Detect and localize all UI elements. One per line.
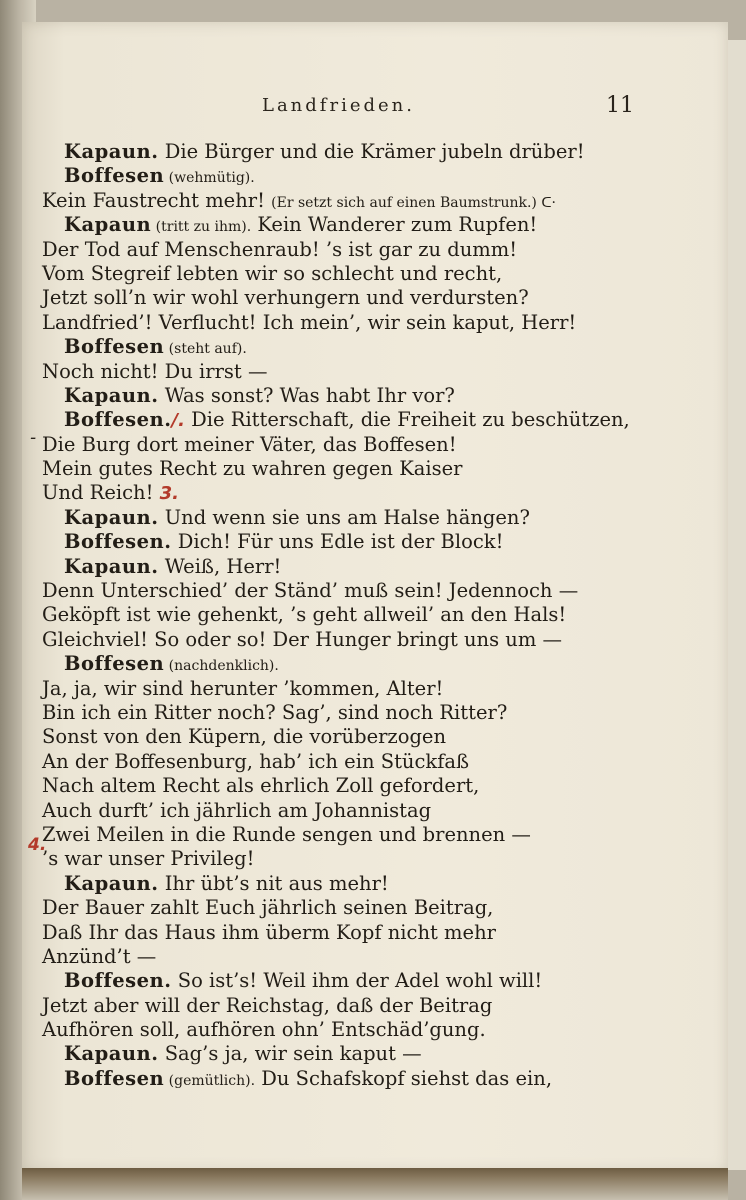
handwritten-note: 3. xyxy=(159,483,180,505)
text-line xyxy=(42,555,642,579)
verse-text: An der Boffesenburg, hab’ ich ein Stückfaß xyxy=(42,749,470,773)
margin-mark: ᑕ· xyxy=(536,194,556,211)
speaker-name: Boffesen. xyxy=(64,530,172,554)
text-line xyxy=(42,506,642,530)
text-line xyxy=(42,945,642,969)
text-line xyxy=(42,213,642,237)
verse-text: Mein gutes Recht zu wahren gegen Kaiser xyxy=(42,457,463,481)
speaker-name: Kapaun. xyxy=(64,1042,159,1066)
page-number: 11 xyxy=(606,93,634,118)
text-line xyxy=(42,750,642,774)
text-line xyxy=(42,896,642,920)
speaker-name: Boffesen xyxy=(64,335,165,359)
speaker-name: Boffesen xyxy=(64,1066,165,1090)
speaker-name: Kapaun. xyxy=(64,554,159,578)
text-line xyxy=(42,823,642,847)
text-line xyxy=(42,384,642,408)
verse-text: Kein Wanderer zum Rupfen! xyxy=(251,213,538,237)
verse-text: Landfried’! Verflucht! Ich mein’, wir sein kaput, Herr! xyxy=(42,310,577,334)
stage-direction: (tritt zu ihm). xyxy=(151,219,252,236)
verse-text: Der Bauer zahlt Euch jährlich seinen Beitrag, xyxy=(42,896,494,920)
text-line xyxy=(42,1042,642,1066)
text-line xyxy=(42,725,642,749)
verse-text: Gleichviel! So oder so! Der Hunger bringt uns um — xyxy=(42,627,563,651)
verse-text: Die Ritterschaft, die Freiheit zu beschützen, xyxy=(184,408,630,432)
text-line xyxy=(42,311,642,335)
verse-text: Ja, ja, wir sind herunter ’kommen, Alter! xyxy=(42,676,444,700)
verse-text: Auch durft’ ich jährlich am Johannistag xyxy=(42,798,432,822)
verse-text: Aufhören soll, aufhören ohn’ Entschäd’gung. xyxy=(42,1018,486,1042)
verse-text: Und Reich! xyxy=(42,481,160,505)
text-line xyxy=(42,969,642,993)
verse-text: Was sonst? Was habt Ihr vor? xyxy=(158,383,455,407)
verse-text: Und wenn sie uns am Halse hängen? xyxy=(158,505,530,529)
verse-text: Jetzt soll’n wir wohl verhungern und verdursten? xyxy=(42,286,529,310)
text-line xyxy=(42,847,642,871)
text-line xyxy=(42,140,642,164)
text-line xyxy=(42,433,642,457)
handwritten-note: /. xyxy=(171,410,185,432)
text-line xyxy=(42,799,642,823)
speaker-name: Kapaun xyxy=(64,213,152,237)
text-line xyxy=(42,652,642,676)
text-line xyxy=(42,579,642,603)
verse-text: Denn Unterschied’ der Ständ’ muß sein! Jedennoch — xyxy=(42,579,579,603)
verse-text: Weiß, Herr! xyxy=(158,554,282,578)
verse-text: So ist’s! Weil ihm der Adel wohl will! xyxy=(171,969,543,993)
speaker-name: Boffesen xyxy=(64,164,165,188)
verse-text: Geköpft ist wie gehenkt, ’s geht allweil’ an den Hals! xyxy=(42,603,567,627)
verse-text: Zwei Meilen in die Runde sengen und brennen — xyxy=(42,822,531,846)
verse-text: Daß Ihr das Haus ihm überm Kopf nicht mehr xyxy=(42,920,496,944)
text-line xyxy=(42,774,642,798)
text-line xyxy=(42,481,642,505)
text-line xyxy=(42,360,642,384)
stage-direction: (wehmütig). xyxy=(164,170,255,187)
verse-text: Dich! Für uns Edle ist der Block! xyxy=(171,530,504,554)
verse-text: Vom Stegreif lebten wir so schlecht und recht, xyxy=(42,261,503,285)
margin-number-mark: 4. xyxy=(28,835,47,855)
verse-text: Die Burg dort meiner Väter, das Boffesen! xyxy=(42,432,457,456)
text-line xyxy=(42,457,642,481)
verse-text: ’s war unser Privileg! xyxy=(42,847,255,871)
text-line xyxy=(42,677,642,701)
text-line xyxy=(42,603,642,627)
stage-direction: (steht auf). xyxy=(164,341,247,358)
page-bottom-edge xyxy=(22,1168,728,1200)
text-line xyxy=(42,1067,642,1091)
verse-text: Der Tod auf Menschenraub! ’s ist gar zu dumm! xyxy=(42,237,518,261)
text-body xyxy=(42,140,642,1091)
speaker-name: Boffesen. xyxy=(64,408,172,432)
speaker-name: Kapaun. xyxy=(64,505,159,529)
stage-direction: (Er setzt sich auf einen Baumstrunk.) xyxy=(271,194,537,211)
running-title: Landfrieden. xyxy=(262,95,415,116)
text-line xyxy=(42,530,642,554)
verse-text: Ihr übt’s nit aus mehr! xyxy=(158,871,389,895)
stage-direction: (gemütlich). xyxy=(164,1072,256,1089)
verse-text: Sag’s ja, wir sein kaput — xyxy=(158,1042,422,1066)
verse-text: Bin ich ein Ritter noch? Sag’, sind noch Ritter? xyxy=(42,700,508,724)
text-line xyxy=(42,189,642,213)
verse-text: Kein Faustrecht mehr! xyxy=(42,188,272,212)
speaker-name: Boffesen xyxy=(64,652,165,676)
margin-dash-mark: - xyxy=(30,428,37,448)
speaker-name: Kapaun. xyxy=(64,140,159,163)
page-header xyxy=(0,95,746,125)
text-line xyxy=(42,164,642,188)
text-line xyxy=(42,1018,642,1042)
text-line xyxy=(42,238,642,262)
text-line xyxy=(42,262,642,286)
verse-text: Sonst von den Küpern, die vorüberzogen xyxy=(42,725,447,749)
text-line xyxy=(42,872,642,896)
speaker-name: Boffesen. xyxy=(64,969,172,993)
text-line xyxy=(42,408,642,432)
speaker-name: Kapaun. xyxy=(64,383,159,407)
verse-text: Du Schafskopf siehst das ein, xyxy=(255,1066,553,1090)
text-line xyxy=(42,628,642,652)
text-line xyxy=(42,286,642,310)
verse-text: Die Bürger und die Krämer jubeln drüber! xyxy=(158,140,585,163)
speaker-name: Kapaun. xyxy=(64,871,159,895)
stage-direction: (nachdenklich). xyxy=(164,658,279,675)
verse-text: Nach altem Recht als ehrlich Zoll gefordert, xyxy=(42,774,480,798)
verse-text: Jetzt aber will der Reichstag, daß der Beitrag xyxy=(42,993,493,1017)
verse-text: Anzünd’t — xyxy=(42,944,157,968)
text-line xyxy=(42,994,642,1018)
text-line xyxy=(42,701,642,725)
text-line xyxy=(42,921,642,945)
verse-text: Noch nicht! Du irrst — xyxy=(42,359,268,383)
text-line xyxy=(42,335,642,359)
